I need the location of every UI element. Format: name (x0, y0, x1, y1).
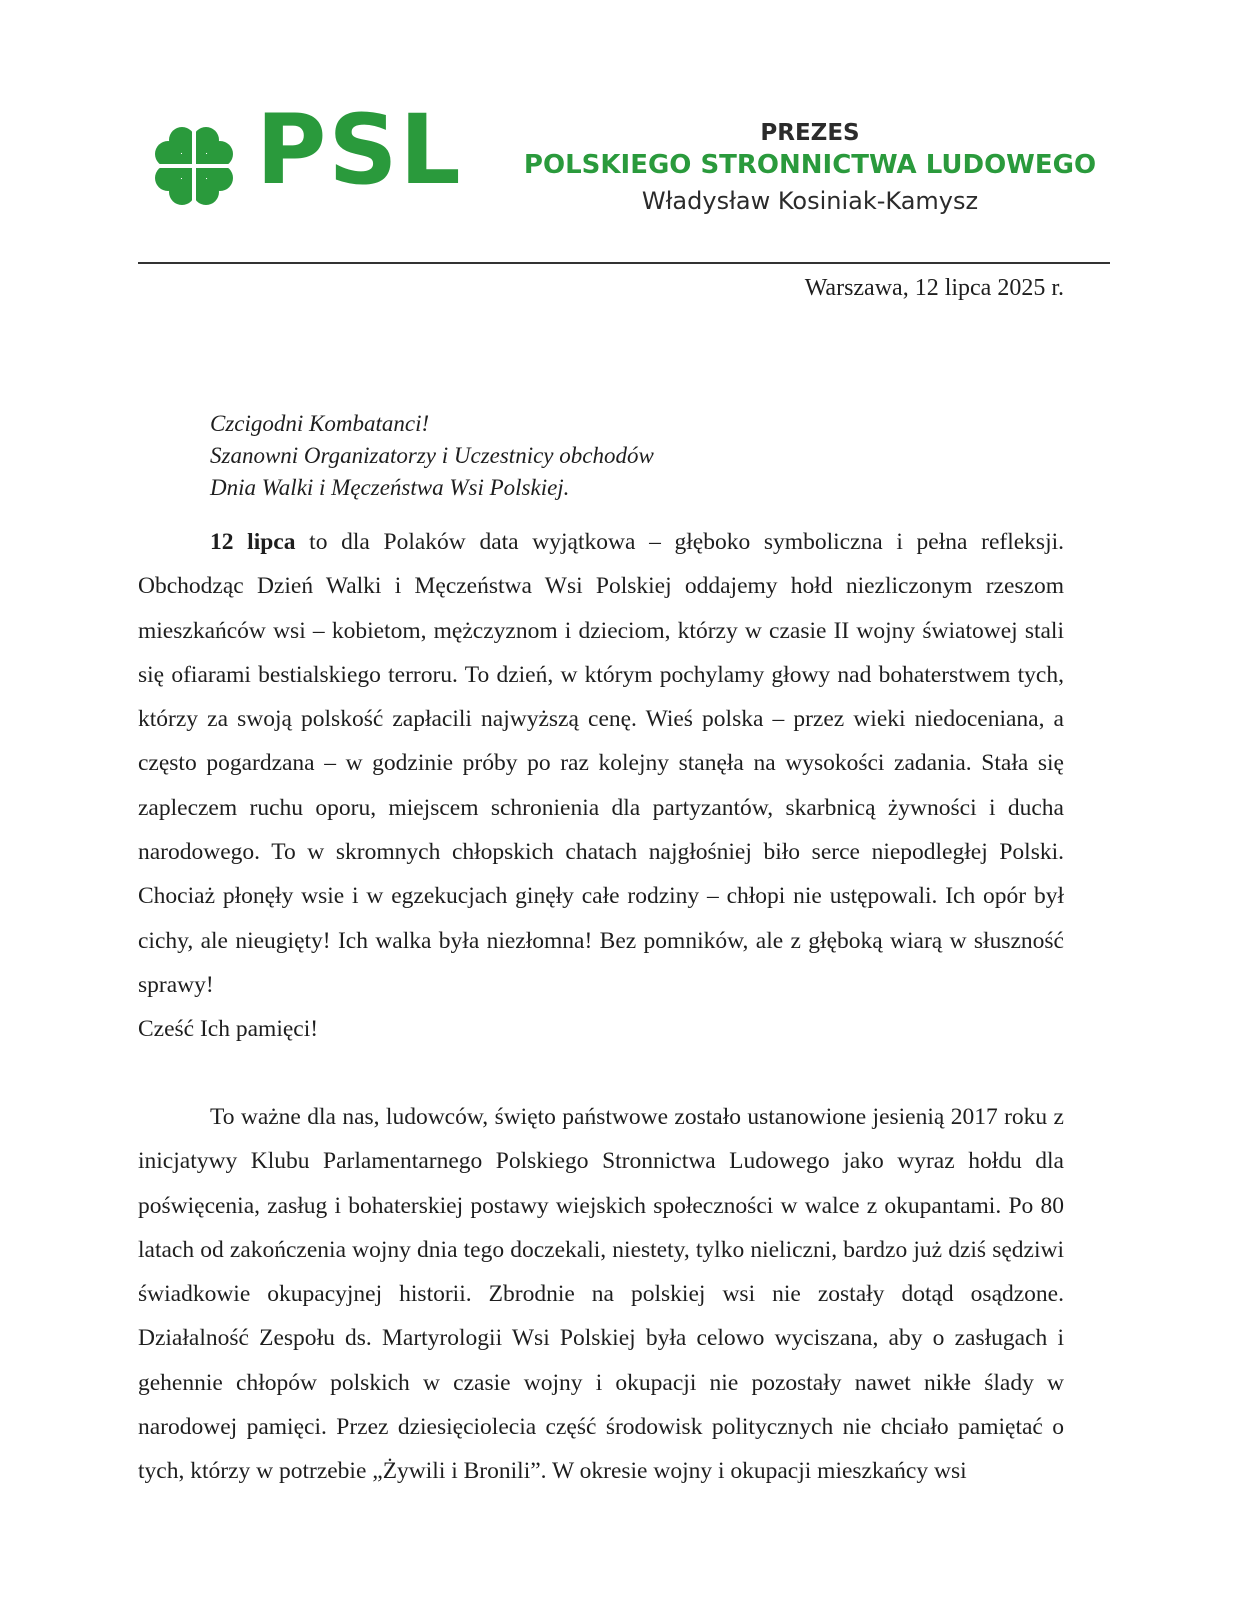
paragraph-closing: Cześć Ich pamięci! (138, 1016, 319, 1043)
paragraph-text: To ważne dla nas, ludowców, święto państwowe zostało ustanowione jesienią 2017 roku z inicjatywy Klubu Parlamentarnego Polskiego Stronnictwa Ludowego jako wyraz hołdu dla poświęcenia, zasług i bohaterskiej postawy wiejskich społeczności w walce z okupantami. Po 80 latach od zakończenia wojny dnia tego doczekali, niestety, tylko nieliczni, bardzo już dziś sędziwi świadkowie okupacyjnej historii. Zbrodnie na polskiej wsi nie zostały dotąd osądzone. Działalność Zespołu ds. Martyrologii Wsi Polskiej była celowo wyciszana, aby o zasługach i gehennie chłopów polskich w czasie wojny i okupacji nie pozostały nawet nikłe ślady w narodowej pamięci. Przez dziesięciolecia część środowisk politycznych nie chciało pamiętać o tych, którzy w potrzebie „Żywili i Bronili”. W okresie wojny i okupacji mieszkańcy wsi (138, 1104, 1064, 1485)
letter-date: Warszawa, 12 lipca 2025 r. (804, 275, 1064, 301)
psl-logo (148, 94, 463, 220)
header-name: Władysław Kosiniak-Kamysz (641, 187, 979, 215)
paragraph-2 (138, 1095, 1064, 1494)
four-leaf-clover-icon (148, 120, 240, 212)
header-organization: POLSKIEGO STRONNICTWA LUDOWEGO (523, 150, 1097, 180)
salutation-line: Szanowni Organizatorzy i Uczestnicy obchodów (210, 443, 654, 468)
header-divider (138, 262, 1110, 264)
salutation-line: Dnia Walki i Męczeństwa Wsi Polskiej. (210, 475, 570, 500)
paragraph-text: to dla Polaków data wyjątkowa – głęboko symboliczna i pełna refleksji. Obchodząc Dzień Walki i Męczeństwa Wsi Polskiej oddajemy hołd niezliczonym rzeszom mieszkańców wsi – kobietom, mężczyznom i dzieciom, którzy w czasie II wojny światowej stali się ofiarami bestialskiego terroru. To dzień, w którym pochylamy głowy nad bohaterstwem tych, którzy za swoją polskość zapłacili najwyższą cenę. Wieś polska – przez wieki niedoceniana, a często pogardzana – w godzinie próby po raz kolejny stanęła na wysokości zadania. Stała się zapleczem ruchu oporu, miejscem schronienia dla partyzantów, skarbnicą żywności i ducha narodowego. To w skromnych chłopskich chatach najgłośniej biło serce niepodległej Polski. Chociaż płonęły wsie i w egzekucjach ginęły całe rodziny – chłopi nie ustępowali. Ich opór był cichy, ale nieugięty! Ich walka była niezłomna! Bez pomników, ale z głęboką wiarą w słuszność sprawy! (138, 529, 1065, 998)
salutation-line: Czcigodni Kombatanci! (210, 411, 430, 436)
paragraph-1 (138, 520, 1064, 1052)
logo-text: PSL (256, 94, 463, 206)
salutation (210, 408, 654, 504)
header-title: PREZES (760, 120, 860, 146)
paragraph-lead-bold: 12 lipca (210, 529, 296, 555)
letterhead (520, 118, 1100, 218)
